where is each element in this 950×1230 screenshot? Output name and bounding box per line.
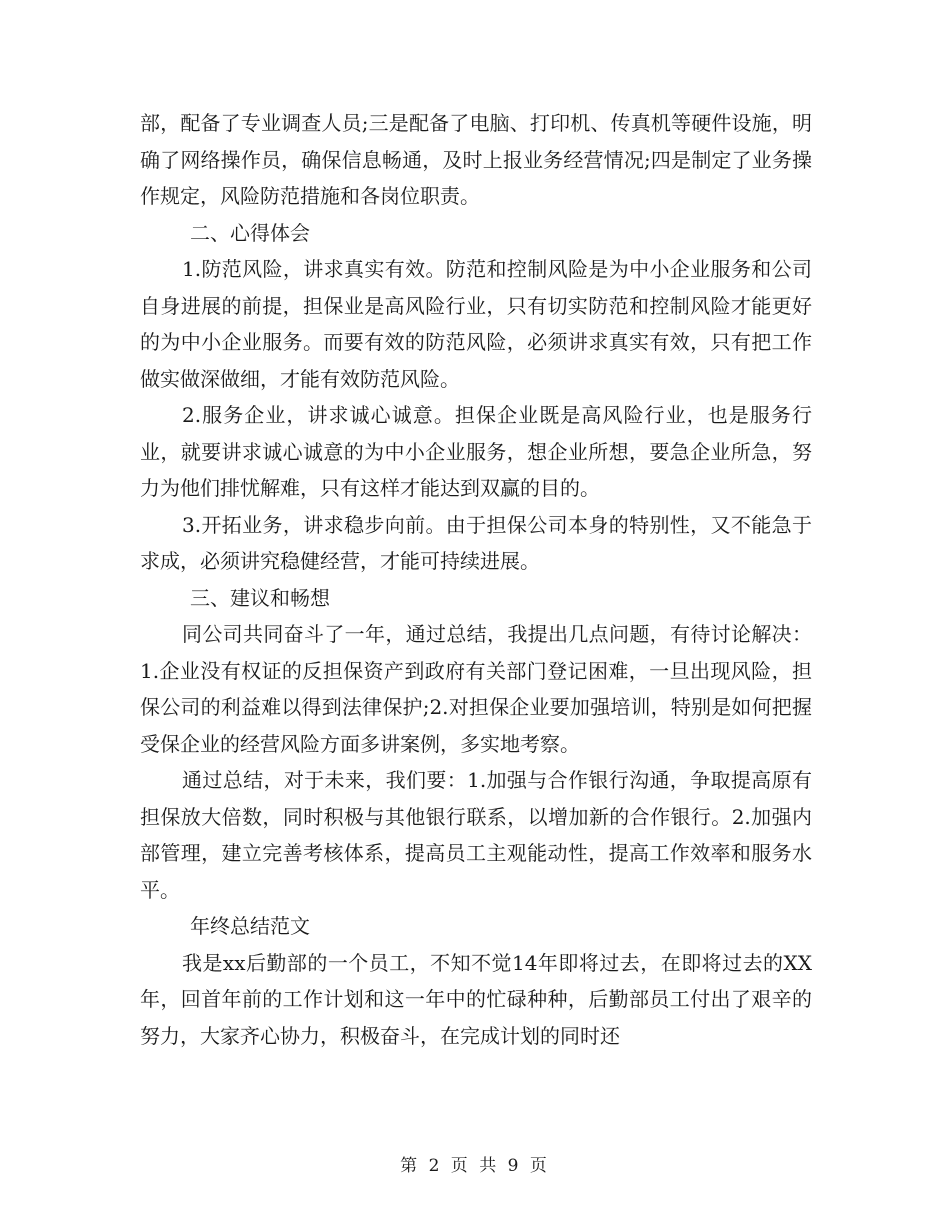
paragraph-risk-prevention: 1.防范风险，讲求真实有效。防范和控制风险是为中小企业服务和公司自身进展的前提，担保业是高风险行业，只有切实防范和控制风险才能更好的为中小企业服务。而要有效的防范风险，必须讲求真实有效，只有把工作做实做深做细，才能有效防范风险。 xyxy=(140,257,812,391)
section-heading-sample: 年终总结范文 xyxy=(190,914,310,938)
section-heading-suggestions: 三、建议和畅想 xyxy=(190,585,330,610)
paragraph-future-plans: 通过总结，对于未来，我们要：1.加强与合作银行沟通，争取提高原有担保放大倍数，同时积极与其他银行联系，以增加新的合作银行。2.加强内部管理，建立完善考核体系，提高员工主观能动性，提高工作效率和服务水平。 xyxy=(140,768,812,902)
section-heading-insights: 二、心得体会 xyxy=(190,220,310,245)
paragraph-continuation: 部，配备了专业调查人员;三是配备了电脑、打印机、传真机等硬件设施，明确了网络操作员，确保信息畅通，及时上报业务经营情况;四是制定了业务操作规定，风险防范措施和各岗位职责。 xyxy=(140,111,812,208)
paragraph-sample-intro: 我是xx后勤部的一个员工，不知不觉14年即将过去，在即将过去的XX年，回首年前的工作计划和这一年中的忙碌种种，后勤部员工付出了艰辛的努力，大家齐心协力，积极奋斗，在完成计划的同时还 xyxy=(140,950,812,1048)
paragraph-expand-business: 3.开拓业务，讲求稳步向前。由于担保公司本身的特别性，又不能急于求成，必须讲究稳健经营，才能可持续进展。 xyxy=(140,512,812,573)
page-number-footer: 第 2 页 共 9 页 xyxy=(400,1156,550,1176)
document-body xyxy=(140,105,812,1054)
paragraph-issues: 同公司共同奋斗了一年，通过总结，我提出几点问题，有待讨论解决：1.企业没有权证的反担保资产到政府有关部门登记困难，一旦出现风险，担保公司的利益难以得到法律保护;2.对担保企业要加强培训，特别是如何把握受保企业的经营风险方面多讲案例，多实地考察。 xyxy=(140,622,812,756)
paragraph-serve-enterprises: 2.服务企业，讲求诚心诚意。担保企业既是高风险行业，也是服务行业，就要讲求诚心诚意的为中小企业服务，想企业所想，要急企业所急，努力为他们排忧解难，只有这样才能达到双赢的目的。 xyxy=(140,403,812,500)
